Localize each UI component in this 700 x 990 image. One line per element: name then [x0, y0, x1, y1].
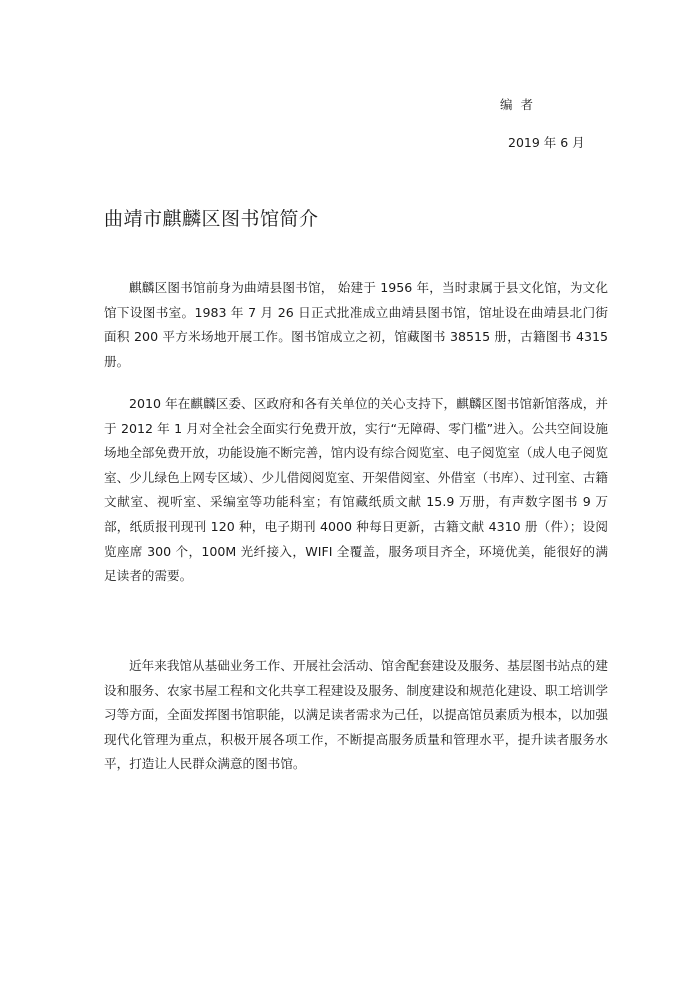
paragraph-recent-work: 近年来我馆从基础业务工作、开展社会活动、馆舍配套建设及服务、基层图书站点的建设和服务、农家书屋工程和文化共享工程建设及服务、制度建设和规范化建设、职工培训学习等方面，全面发挥图书馆职能，以满足读者需求为己任，以提高馆员素质为根本，以加强现代化管理为重点，积极开展各项工作，不断提高服务质量和管理水平，提升读者服务水平，打造让人民群众满意的图书馆。: [104, 658, 608, 772]
publication-date: 2019 年 6 月: [508, 135, 585, 150]
document-title: 曲靖市麒麟区图书馆简介: [104, 208, 319, 230]
paragraph-history: 麒麟区图书馆前身为曲靖县图书馆， 始建于 1956 年，当时隶属于县文化馆，为文化馆下设图书室。1983 年 7 月 26 日正式批准成立曲靖县图书馆，馆址设在曲靖县北门街面积 200 平方米场地开展工作。图书馆成立之初，馆藏图书 38515 册，古籍图书 4315 册。: [104, 280, 608, 369]
editor-label: 编 者: [500, 97, 535, 112]
paragraph-new-building: 2010 年在麒麟区委、区政府和各有关单位的关心支持下，麒麟区图书馆新馆落成，并于 2012 年 1 月对全社会全面实行免费开放，实行“无障碍、零门槛”进入。公共空间设施场地全部免费开放，功能设施不断完善，馆内设有综合阅览室、电子阅览室（成人电子阅览室、少儿绿色上网专区域）、少儿借阅阅览室、开架借阅室、外借室（书库）、过刊室、古籍文献室、视听室、采编室等功能科室；有馆藏纸质文献 15.9 万册，有声数字图书 9 万部，纸质报刊现刊 120 种，电子期刊 4000 种每日更新，古籍文献 4310 册（件）；设阅览座席 300 个，100M 光纤接入，WIFI 全覆盖，服务项目齐全，环境优美，能很好的满足读者的需要。: [104, 396, 608, 584]
